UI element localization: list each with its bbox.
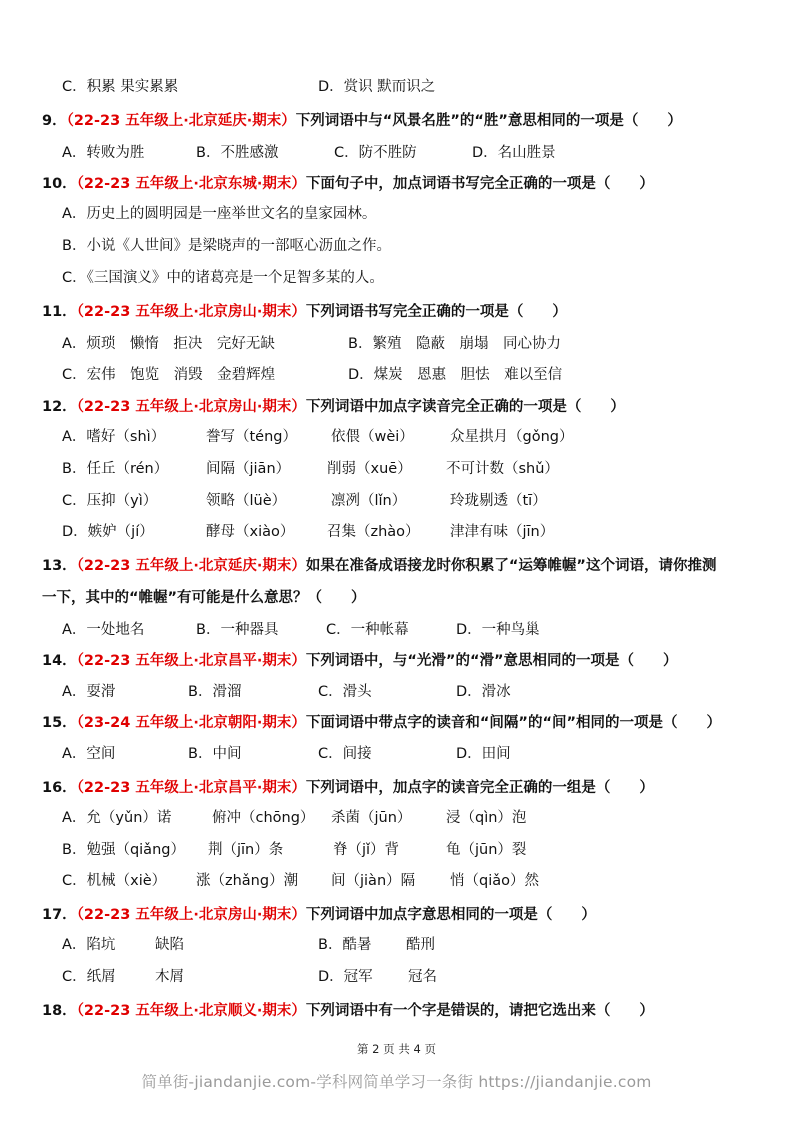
option-c: C．防不胜防 (334, 145, 417, 161)
question-13-stem-continued: 一下，其中的“帷幄”有可能是什么意思？（ ） (42, 590, 366, 606)
question-number: 12． (42, 399, 77, 415)
question-number: 15． (42, 715, 77, 731)
option-c-item: 凛冽（lǐn） (331, 493, 407, 509)
option-c-item: 领略（lüè） (206, 493, 287, 509)
option-c-item: 木屑 (155, 969, 184, 985)
question-9 (42, 111, 682, 131)
option-a-item: 俯冲（chōng） (212, 810, 315, 826)
option-b: B．小说《人世间》是梁晓声的一部呕心沥血之作。 (62, 238, 391, 254)
page-number: 第 2 页 共 4 页 (357, 1042, 436, 1056)
option-a: A．一处地名 (62, 622, 145, 638)
option-d-item: 召集（zhào） (327, 524, 420, 540)
question-stem: 下列词语书写完全正确的一项是（ ） (305, 304, 567, 320)
option-b: B．一种器具 (196, 622, 279, 638)
option-a-item: 依偎（wèi） (331, 429, 414, 445)
question-13 (42, 556, 716, 576)
option-a-item: A．陷坑 (62, 937, 116, 953)
watermark-text: 简单街-jiandanjie.com-学科网简单学习一条街 https://jiandanjie.com (141, 1073, 652, 1091)
question-source: （22-23 五年级上·北京顺义·期末） (76, 1003, 306, 1019)
question-number: 9． (42, 113, 67, 129)
option-b-item: 龟（jūn）裂 (446, 842, 527, 858)
option-b-item: 不可计数（shǔ） (446, 461, 559, 477)
question-source: （22-23 五年级上·北京延庆·期末） (76, 558, 306, 574)
question-number: 10． (42, 176, 77, 192)
question-stem: 如果在准备成语接龙时你积累了“运筹帷幄”这个词语，请你推测 (305, 558, 717, 574)
question-stem: 下列词语中加点字意思相同的一项是（ ） (305, 907, 596, 923)
question-stem: 下列词语中，加点字的读音完全正确的一组是（ ） (305, 780, 654, 796)
question-stem: 下列词语中加点字读音完全正确的一项是（ ） (305, 399, 625, 415)
question-source: （22-23 五年级上·北京延庆·期末） (66, 113, 296, 129)
option-a-item: 杀菌（jūn） (331, 810, 412, 826)
option-c-item: C．纸屑 (62, 969, 116, 985)
question-10 (42, 174, 654, 194)
question-source: （22-23 五年级上·北京房山·期末） (76, 304, 306, 320)
option-b-item: 削弱（xuē） (327, 461, 412, 477)
question-source: （22-23 五年级上·北京东城·期末） (76, 176, 306, 192)
option-d: D．煤炭 恩惠 胆怯 难以至信 (348, 367, 563, 383)
option-d-item: D．冠军 (318, 969, 373, 985)
option-d: D．一种鸟巢 (456, 622, 540, 638)
option-c-item: C．压抑（yì） (62, 493, 158, 509)
option-b-item: B．任丘（rén） (62, 461, 169, 477)
option-a: A．历史上的圆明园是一座举世文名的皇家园林。 (62, 206, 377, 222)
question-source: （22-23 五年级上·北京昌平·期末） (76, 653, 306, 669)
question-source: （22-23 五年级上·北京房山·期末） (76, 907, 306, 923)
option-b: B．不胜感激 (196, 145, 279, 161)
option-b-item: 间隔（jiān） (206, 461, 291, 477)
question-number: 11． (42, 304, 77, 320)
option-b-item: 荆（jīn）条 (208, 842, 284, 858)
option-c: C．积累 果实累累 (62, 79, 179, 95)
option-d: D．田间 (456, 746, 511, 762)
option-c-item: 悄（qiǎo）然 (450, 873, 539, 889)
question-11 (42, 302, 567, 322)
option-b: B．中间 (188, 746, 242, 762)
option-b-item: 酷刑 (406, 937, 435, 953)
option-c-item: C．机械（xiè） (62, 873, 167, 889)
option-c-item: 玲珑剔透（tī） (450, 493, 547, 509)
option-a-item: A．允（yǔn）诺 (62, 810, 172, 826)
question-15 (42, 713, 721, 733)
question-17 (42, 905, 596, 925)
option-a-item: 浸（qìn）泡 (446, 810, 527, 826)
option-b-item: B．酷暑 (318, 937, 372, 953)
question-source: （22-23 五年级上·北京房山·期末） (76, 399, 306, 415)
option-a: A．耍滑 (62, 684, 116, 700)
question-14 (42, 651, 678, 671)
question-stem: 下面词语中带点字的读音和“间隔”的“间”相同的一项是（ ） (305, 715, 722, 731)
option-c: C．间接 (318, 746, 372, 762)
option-d-item: 酵母（xiào） (206, 524, 295, 540)
option-d: D．名山胜景 (472, 145, 556, 161)
question-stem: 下列词语中与“风景名胜”的“胜”意思相同的一项是（ ） (295, 113, 682, 129)
option-d-item: 津津有味（jīn） (450, 524, 555, 540)
option-a: A．空间 (62, 746, 116, 762)
option-d: D．滑冰 (456, 684, 511, 700)
option-c: C．滑头 (318, 684, 372, 700)
question-stem: 下列词语中，与“光滑”的“滑”意思相同的一项是（ ） (305, 653, 678, 669)
option-c: C．一种帐幕 (326, 622, 409, 638)
question-number: 14． (42, 653, 77, 669)
option-a: A．烦琐 懒惰 拒决 完好无缺 (62, 336, 275, 352)
question-source: （22-23 五年级上·北京昌平·期末） (76, 780, 306, 796)
question-number: 16． (42, 780, 77, 796)
question-16 (42, 778, 654, 798)
question-number: 17． (42, 907, 77, 923)
option-a-item: 众星拱月（gǒng） (450, 429, 574, 445)
option-a: A．转败为胜 (62, 145, 145, 161)
option-d-item: 冠名 (408, 969, 437, 985)
option-c-item: 涨（zhǎng）潮 (196, 873, 299, 889)
option-c-item: 间（jiàn）隔 (331, 873, 416, 889)
option-a-item: 誊写（téng） (206, 429, 297, 445)
question-18 (42, 1001, 654, 1021)
question-stem: 下面句子中，加点词语书写完全正确的一项是（ ） (305, 176, 654, 192)
option-b: B．滑溜 (188, 684, 242, 700)
option-c: C．《三国演义》中的诸葛亮是一个足智多某的人。 (62, 270, 384, 286)
question-source: （23-24 五年级上·北京朝阳·期末） (76, 715, 306, 731)
option-d-item: D．嫉妒（jí） (62, 524, 154, 540)
option-c: C．宏伟 饱览 消毁 金碧辉煌 (62, 367, 276, 383)
option-b-item: 脊（jǐ）背 (333, 842, 400, 858)
question-stem: 下列词语中有一个字是错误的，请把它选出来（ ） (305, 1003, 654, 1019)
option-a-item: 缺陷 (155, 937, 184, 953)
option-a-item: A．嗜好（shì） (62, 429, 166, 445)
question-12 (42, 397, 625, 417)
option-b-item: B．勉强（qiǎng） (62, 842, 185, 858)
option-d: D．赏识 默而识之 (318, 79, 436, 95)
question-number: 18． (42, 1003, 77, 1019)
question-number: 13． (42, 558, 77, 574)
option-b: B．繁殖 隐蔽 崩塌 同心协力 (348, 336, 561, 352)
